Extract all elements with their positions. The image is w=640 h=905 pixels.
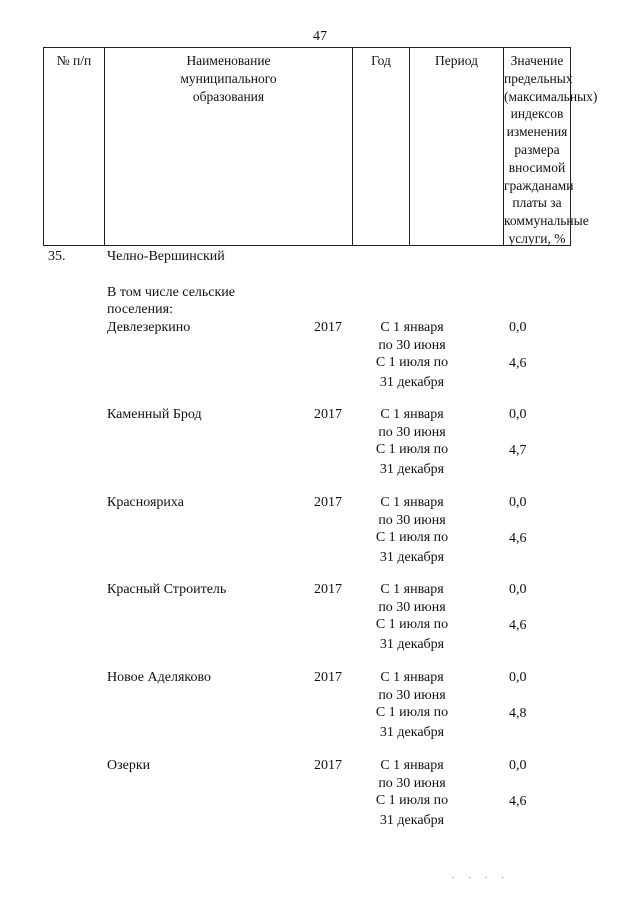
settlement-period [366, 581, 458, 656]
settlement-year: 2017 [314, 407, 342, 422]
settlement-value-second-half: 4,6 [509, 531, 527, 546]
period-line: С 1 июля по [375, 793, 449, 808]
period-line: С 1 января [380, 495, 444, 510]
settlement-name: Краснояриха [107, 495, 184, 510]
period-line: 31 декабря [379, 550, 445, 565]
settlement-period [366, 319, 458, 394]
settlement-value-second-half: 4,6 [509, 794, 527, 809]
header-col-value [504, 48, 598, 246]
period-line: по 30 июня [378, 425, 446, 440]
period-line: С 1 января [380, 670, 444, 685]
header-col-value-line: (максимальных) [504, 88, 598, 104]
period-line: С 1 июля по [375, 530, 449, 545]
settlement-year: 2017 [314, 495, 342, 510]
table-row [0, 757, 640, 837]
page-number: 47 [313, 29, 327, 44]
settlement-name: Озерки [107, 758, 151, 773]
settlement-value-second-half: 4,8 [509, 706, 527, 721]
header-col-number: № п/п [44, 48, 105, 245]
header-col-period: Период [410, 48, 504, 245]
settlement-name: Каменный Брод [107, 407, 202, 422]
header-col-value-line: предельных [504, 70, 573, 86]
table-header [43, 47, 598, 246]
header-col-value-line: платы за [512, 195, 562, 211]
header-col-name [105, 48, 353, 245]
settlement-year: 2017 [314, 758, 342, 773]
header-col-value-line: изменения [506, 124, 568, 140]
table-row [0, 406, 640, 486]
settlement-name: Девлезеркино [107, 320, 191, 335]
settlement-value-first-half: 0,0 [509, 582, 527, 597]
period-line: по 30 июня [378, 338, 446, 353]
table-row [0, 669, 640, 749]
settlement-period [366, 669, 458, 744]
settlement-period [366, 757, 458, 832]
settlement-year: 2017 [314, 582, 342, 597]
period-line: С 1 января [380, 320, 444, 335]
settlement-value-first-half: 0,0 [509, 495, 527, 510]
header-col-value-line: вносимой [508, 159, 566, 175]
period-line: 31 декабря [379, 375, 445, 390]
period-line: по 30 июня [378, 776, 446, 791]
including-label-line: поселения: [107, 302, 173, 317]
settlement-value-first-half: 0,0 [509, 320, 527, 335]
including-label [107, 284, 235, 318]
header-col-year: Год [353, 48, 410, 245]
period-line: С 1 января [380, 407, 444, 422]
settlement-period [366, 494, 458, 569]
period-line: С 1 января [380, 758, 444, 773]
period-line: С 1 июля по [375, 442, 449, 457]
header-col-value-line: индексов [510, 106, 564, 122]
header-col-value-line: услуги, % [508, 230, 566, 246]
period-line: 31 декабря [379, 725, 445, 740]
header-col-name-line: муниципального [180, 70, 277, 86]
header-col-name-line: образования [192, 88, 265, 104]
table-row [0, 494, 640, 574]
region-name: Челно-Вершинский [107, 249, 225, 264]
settlement-year: 2017 [314, 320, 342, 335]
period-line: по 30 июня [378, 513, 446, 528]
table-row [0, 319, 640, 399]
header-col-value-line: размера [514, 141, 560, 157]
including-label-line: В том числе сельские [107, 285, 236, 300]
period-line: 31 декабря [379, 637, 445, 652]
settlement-value-second-half: 4,6 [509, 618, 527, 633]
period-line: 31 декабря [379, 813, 445, 828]
row-number: 35. [48, 249, 66, 264]
header-col-value-line: гражданами [504, 177, 574, 193]
header-col-name-line: Наименование [186, 53, 271, 68]
table-row [0, 581, 640, 661]
settlement-value-first-half: 0,0 [509, 407, 527, 422]
period-line: С 1 июля по [375, 355, 449, 370]
settlement-value-first-half: 0,0 [509, 758, 527, 773]
settlement-value-second-half: 4,7 [509, 443, 527, 458]
period-line: С 1 июля по [375, 617, 449, 632]
settlement-name: Красный Строитель [107, 582, 227, 597]
header-col-value-line: коммунальные [504, 213, 589, 229]
header-col-value-line: Значение [510, 53, 564, 68]
period-line: 31 декабря [379, 462, 445, 477]
settlement-period [366, 406, 458, 481]
period-line: по 30 июня [378, 600, 446, 615]
period-line: С 1 июля по [375, 705, 449, 720]
period-line: по 30 июня [378, 688, 446, 703]
period-line: С 1 января [380, 582, 444, 597]
scan-specks: . . . . [452, 870, 510, 880]
settlement-value-first-half: 0,0 [509, 670, 527, 685]
settlement-name: Новое Аделяково [107, 670, 211, 685]
settlement-value-second-half: 4,6 [509, 356, 527, 371]
settlement-year: 2017 [314, 670, 342, 685]
